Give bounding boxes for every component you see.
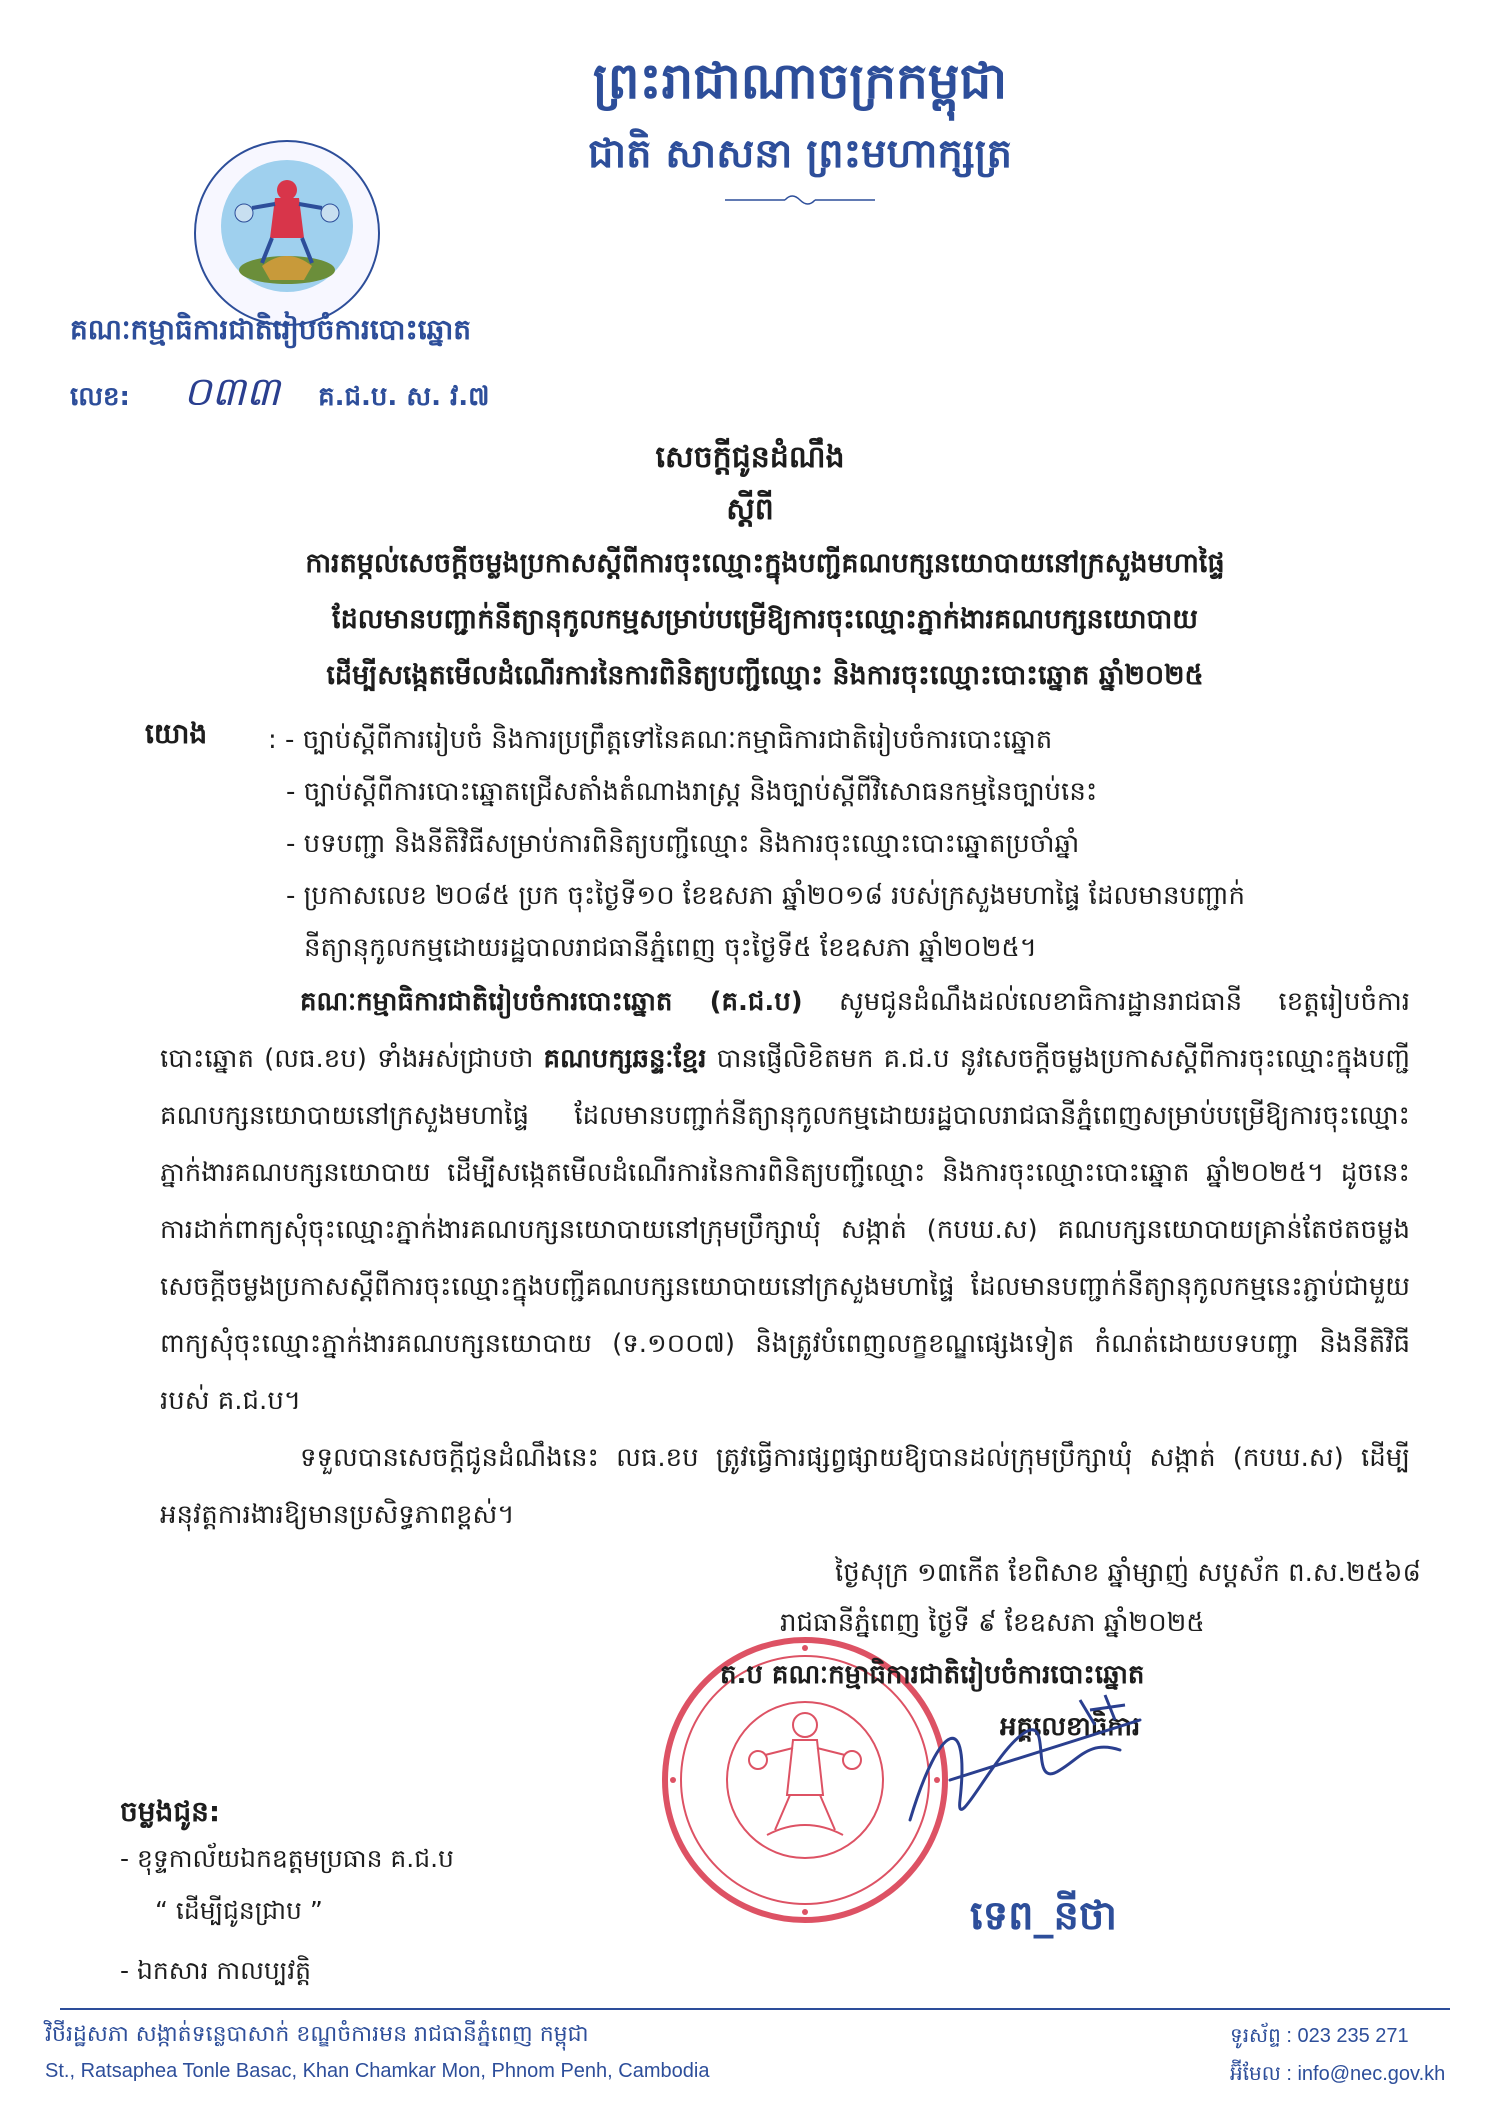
body-org-name: គណៈកម្មាធិការជាតិរៀបចំការបោះឆ្នោត (គ.ជ.ប) <box>300 987 803 1017</box>
cc-item: - ឯកសារ កាលប្បវត្តិ <box>120 1956 312 1985</box>
footer-divider <box>60 2008 1450 2010</box>
address-english: St., Ratsaphea Tonle Basac, Khan Chamkar Mon, Phnom Penh, Cambodia <box>45 2060 710 2082</box>
reference-number: ០៣៣ <box>183 369 280 415</box>
date-solar: រាជធានីភ្នំពេញ ថ្ងៃទី ៩ ខែឧសភា ឆ្នាំ២០២៥ <box>780 1608 1205 1638</box>
notice-body <box>160 974 1410 1544</box>
notice-subject <box>150 536 1380 704</box>
nec-logo <box>192 138 382 328</box>
party-name: គណបក្សឆន្ទៈខ្មែរ <box>543 1044 707 1074</box>
cc-item: - ខុទ្ទកាល័យឯកឧត្តមប្រធាន គ.ជ.ប <box>120 1844 454 1873</box>
basis-item: - បទបញ្ជា និងនីតិវិធីសម្រាប់ការពិនិត្យបញ្ជីឈ្មោះ និងការចុះឈ្មោះបោះឆ្នោតប្រចាំឆ្នាំ <box>286 829 1080 859</box>
cc-item-note: “ ដើម្បីជូនជ្រាប ” <box>155 1896 323 1925</box>
phone-number: ទូរស័ព្ទ : 023 235 271 <box>1230 2025 1409 2047</box>
basis-item: នីត្យានុកូលកម្មដោយរដ្ឋបាលរាជធានីភ្នំពេញ ចុះថ្ងៃទី៥ ខែឧសភា ឆ្នាំ២០២៥។ <box>304 933 1037 963</box>
basis-item: - ច្បាប់ស្តីពីការបោះឆ្នោតជ្រើសតាំងតំណាងរាស្ត្រ និងច្បាប់ស្តីពីវិសោធនកម្មនៃច្បាប់នេះ <box>286 777 1098 807</box>
reference-label: លេខ: <box>70 382 130 412</box>
signer-name: ទេព_នីថា <box>970 1893 1117 1939</box>
email-link[interactable]: អ៊ីមែល : info@nec.gov.kh <box>1230 2063 1446 2085</box>
cc-label: ចម្លងជូន: <box>120 1795 221 1828</box>
notice-about: ស្តីពី <box>726 492 774 527</box>
organization-name: គណៈកម្មាធិការជាតិរៀបចំការបោះឆ្នោត <box>70 313 472 346</box>
on-behalf-line: ត.ប គណៈកម្មាធិការជាតិរៀបចំការបោះឆ្នោត <box>720 1660 1145 1690</box>
subject-line: ការតម្កល់សេចក្តីចម្លងប្រកាសស្តីពីការចុះឈ្មោះក្នុងបញ្ជីគណបក្សនយោបាយនៅក្រសួងមហាផ្ទៃ <box>305 548 1225 579</box>
subject-line: ដែលមានបញ្ជាក់នីត្យានុកូលកម្មសម្រាប់បម្រើឱ្យការចុះឈ្មោះភ្នាក់ងារគណបក្សនយោបាយ <box>332 604 1198 635</box>
notice-title: សេចក្តីជូនដំណឹង <box>655 440 845 475</box>
address-khmer: វិថីរដ្ឋសភា សង្កាត់ទន្លេបាសាក់ ខណ្ឌចំការមន រាជធានីភ្នំពេញ កម្ពុជា <box>45 2022 589 2047</box>
basis-item: - ប្រកាសលេខ ២០៨៥ ប្រក ចុះថ្ងៃទី១០ ខែឧសភា ឆ្នាំ២០១៨ របស់ក្រសួងមហាផ្ទៃ ដែលមានបញ្ជាក់ <box>286 881 1245 911</box>
signer-title: អគ្គលេខាធិការ <box>1000 1712 1141 1742</box>
basis-list <box>268 714 1428 974</box>
body-text: បានផ្ញើលិខិតមក គ.ជ.ប នូវសេចក្តីចម្លងប្រកាសស្តីពីការចុះឈ្មោះក្នុងបញ្ជីគណបក្សនយោបាយនៅក្រសួងមហាផ្ទៃ ដែលមានបញ្ជាក់នីត្យានុកូលកម្មដោយរដ្ឋបាលរាជធានីភ្នំពេញសម្រាប់បម្រើឱ្យការចុះឈ្មោះភ្នាក់ងារគណបក្សនយោបាយ ដើម្បីសង្កេតមើលដំណើរការនៃការពិនិត្យបញ្ជីឈ្មោះ និងការចុះឈ្មោះបោះឆ្នោត ឆ្នាំ២០២៥។ ដូចនេះ ការដាក់ពាក្យសុំចុះឈ្មោះភ្នាក់ងារគណបក្សនយោបាយនៅក្រុមប្រឹក្សាឃុំ សង្កាត់ (កបឃ.ស) គណបក្សនយោបាយគ្រាន់តែថតចម្លងសេចក្តីចម្លងប្រកាសស្តីពីការចុះឈ្មោះក្នុងបញ្ជីគណបក្សនយោបាយនៅក្រសួងមហាផ្ទៃ ដែលមានបញ្ជាក់នីត្យានុកូលកម្មនេះភ្ជាប់ជាមួយពាក្យសុំចុះឈ្មោះភ្នាក់ងារគណបក្សនយោបាយ (ទ.១០០៧) និងត្រូវបំពេញលក្ខខណ្ឌផ្សេងទៀត កំណត់ដោយបទបញ្ជា និងនីតិវិធីរបស់ គ.ជ.ប។ <box>160 1044 1410 1416</box>
national-motto: ជាតិ សាសនា ព្រះមហាក្សត្រ <box>588 130 1012 177</box>
reference-code: គ.ជ.ប. ស. វ.៧ <box>318 382 490 412</box>
basis-label: យោង <box>145 717 208 750</box>
basis-item: : - ច្បាប់ស្តីពីការរៀបចំ និងការប្រព្រឹត្តទៅនៃគណៈកម្មាធិការជាតិរៀបចំការបោះឆ្នោត <box>268 725 1053 755</box>
reference-line <box>70 366 489 425</box>
date-lunar: ថ្ងៃសុក្រ ១៣កើត ខែពិសាខ ឆ្នាំម្សាញ់ សប្តស័ក ព.ស.២៥៦៨ <box>835 1558 1421 1588</box>
handwritten-signature <box>880 1680 1180 1850</box>
body-paragraph-2: ទទួលបានសេចក្តីជូនដំណឹងនេះ លធ.ខប ត្រូវធ្វើការផ្សព្វផ្សាយឱ្យបានដល់ក្រុមប្រឹក្សាឃុំ សង្កាត់ (កបឃ.ស) ដើម្បីអនុវត្តការងារឱ្យមានប្រសិទ្ធភាពខ្ពស់។ <box>160 1443 1410 1530</box>
subject-line: ដើម្បីសង្កេតមើលដំណើរការនៃការពិនិត្យបញ្ជីឈ្មោះ និងការចុះឈ្មោះបោះឆ្នោត ឆ្នាំ២០២៥ <box>326 660 1204 691</box>
body-text: សូមជូនដំណឹងដល់លេខាធិការដ្ឋានរាជធានី ខេត្តរៀបចំការបោះឆ្នោត (លធ.ខប) ទាំងអស់ជ្រាបថា <box>160 987 1410 1074</box>
kingdom-heading: ព្រះរាជាណាចក្រកម្ពុជា <box>592 51 1008 110</box>
ornament-divider <box>725 190 875 210</box>
body-paragraph-1 <box>160 974 1410 1430</box>
